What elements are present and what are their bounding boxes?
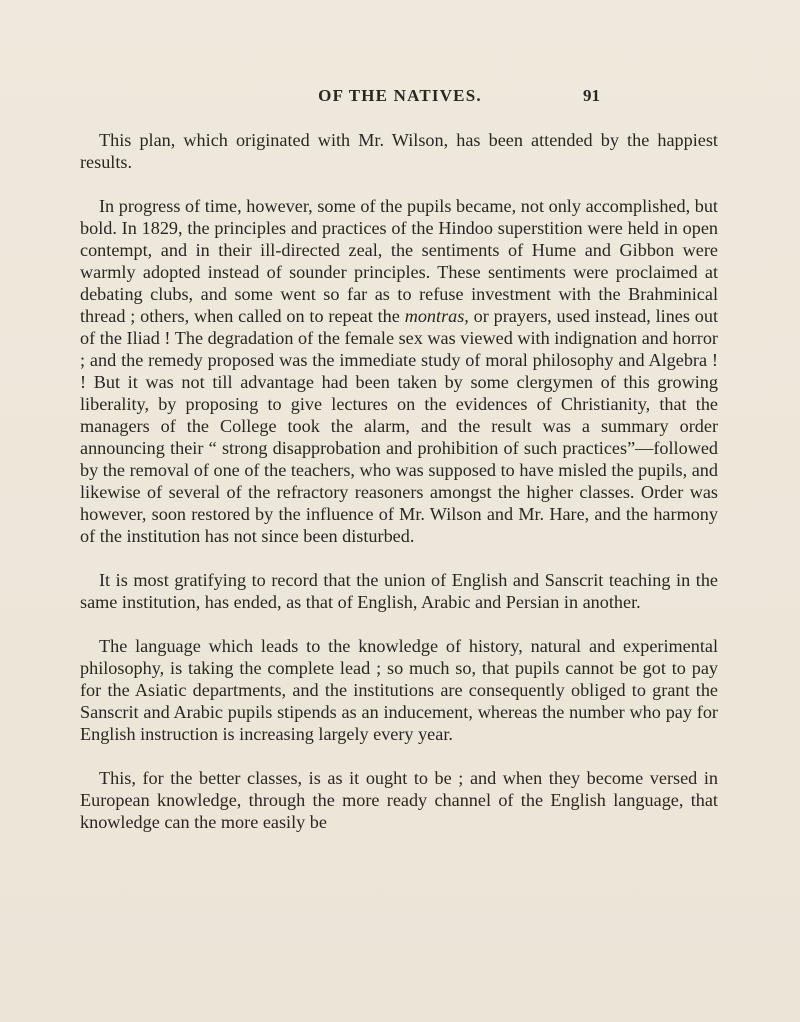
paragraph-1 xyxy=(80,129,718,173)
running-title: OF THE NATIVES. xyxy=(318,86,482,105)
paragraph-2-italic-term: montras, xyxy=(404,306,469,326)
paragraph-5-text: This, for the better classes, is as it ought to be ; and when they become versed in European knowledge, through the more ready channel of the English language, that knowledge can the more easily be xyxy=(80,768,718,832)
running-header xyxy=(0,86,800,110)
paragraph-2 xyxy=(80,195,718,547)
paragraph-4-text: The language which leads to the knowledge of history, natural and experimental philosophy, is taking the complete lead ; so much so, that pupils cannot be got to pay for the Asiatic departments, and the institutions are consequently obliged to grant the Sanscrit and Arabic pupils stipends as an inducement, whereas the number who pay for English instruction is increasing largely every year. xyxy=(80,636,718,744)
paragraph-4 xyxy=(80,635,718,745)
paragraph-2-text-start: In progress of time, however, some of the pupils became, not only accomplished, but bold. In 1829, the principles and practices of the Hindoo superstition were held in open contempt, and in their ill-directed zeal, the sentiments of Hume and Gibbon were warmly adopted instead of sounder principles. These sentiments were proclaimed at debating clubs, and some went so far as to refuse investment with the Brahminical thread ; others, when called on to repeat the xyxy=(80,196,718,326)
paragraph-3-text: It is most gratifying to record that the union of English and Sanscrit teaching in the same institution, has ended, as that of English, Arabic and Persian in another. xyxy=(80,570,718,612)
paragraph-1-text: This plan, which originated with Mr. Wilson, has been attended by the happiest results. xyxy=(80,130,718,172)
paragraph-3 xyxy=(80,569,718,613)
body-text xyxy=(80,129,718,833)
page-number: 91 xyxy=(583,86,600,105)
paragraph-5 xyxy=(80,767,718,833)
paragraph-2-text-end: or prayers, used instead, lines out of the Iliad ! The degradation of the female sex was viewed with indignation and horror ; and the remedy proposed was the immediate study of moral philosophy and Algebra ! ! But it was not till advantage had been taken by some clergymen of this growing liberality, by proposing to give lectures on the evidences of Christianity, that the managers of the College took the alarm, and the result was a summary order announcing their “ strong disapprobation and prohibition of such practices”—followed by the removal of one of the teachers, who was supposed to have misled the pupils, and likewise of several of the refractory reasoners amongst the higher classes. Order was however, soon restored by the influence of Mr. Wilson and Mr. Hare, and the harmony of the institution has not since been disturbed. xyxy=(80,306,719,546)
